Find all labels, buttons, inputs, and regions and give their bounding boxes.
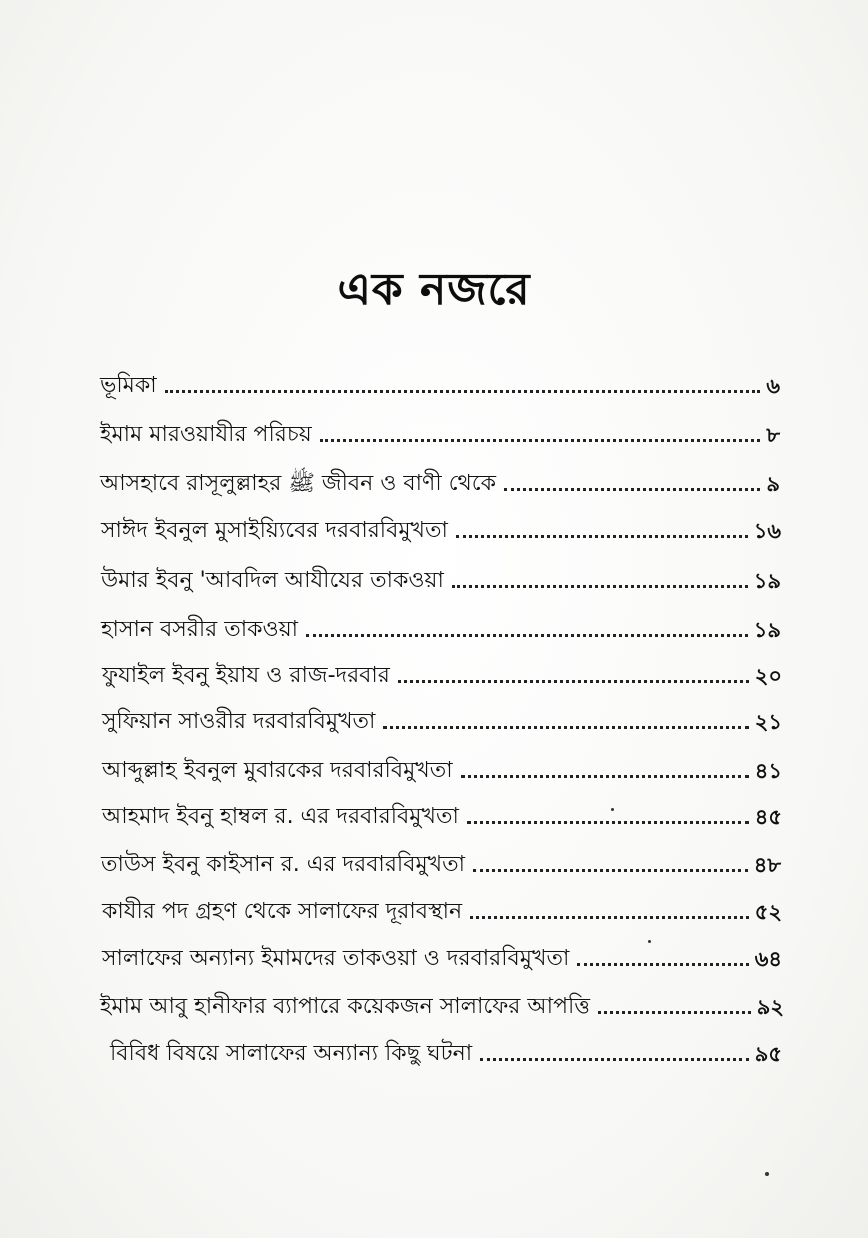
print-speck xyxy=(765,1172,769,1176)
toc-entry-page: ৯৫ xyxy=(754,1042,782,1066)
toc-entry-label: আহমাদ ইবনু হাম্বল র. এর দরবারবিমুখতা xyxy=(102,804,459,829)
toc-entry xyxy=(100,368,780,404)
toc-entry-page: ১৯ xyxy=(753,618,781,642)
toc-entry-label: হাসান বসরীর তাকওয়া xyxy=(101,617,299,642)
dot-leader xyxy=(480,1058,749,1061)
toc-entry xyxy=(101,612,781,648)
dot-leader xyxy=(577,963,748,966)
dot-leader xyxy=(598,1011,751,1014)
toc-entry xyxy=(102,941,782,977)
dot-leader xyxy=(383,726,748,729)
dot-leader xyxy=(320,439,761,442)
dot-leader xyxy=(473,869,748,872)
toc-entry xyxy=(102,658,782,694)
toc-entry-label: উমার ইবনু 'আবদিল আযীযের তাকওয়া xyxy=(101,568,444,593)
dot-leader xyxy=(504,488,760,491)
toc-entry-page: ২১ xyxy=(754,710,782,734)
toc-entry xyxy=(102,894,782,930)
toc-entry-label: ইমাম আবু হানীফার ব্যাপারে কয়েকজন সালাফের আপত্তি xyxy=(100,994,591,1019)
dot-leader xyxy=(470,916,749,919)
toc-entry-label: আব্দুল্লাহ ইবনুল মুবারকের দরবারবিমুখতা xyxy=(102,758,453,783)
toc-entry-page: ৬৪ xyxy=(754,947,782,971)
toc-entry-label: সালাফের অন্যান্য ইমামদের তাকওয়া ও দরবারবিমুখতা xyxy=(102,946,570,971)
toc-entry-page: ১৯ xyxy=(753,569,781,593)
dot-leader xyxy=(306,634,748,637)
toc-entry-page: ৪১ xyxy=(754,759,782,783)
toc-entry-label: ফুযাইল ইবনু ইয়ায ও রাজ-দরবার xyxy=(102,663,390,688)
toc-entry xyxy=(100,417,780,453)
toc-entry-page: ২০ xyxy=(754,664,782,688)
dot-leader xyxy=(467,821,749,824)
toc-entry-page: ৫২ xyxy=(754,900,782,924)
dot-leader xyxy=(461,775,749,778)
toc-entry-label: আসহাবে রাসূলুল্লাহর ﷺ জীবন ও বাণী থেকে xyxy=(100,471,497,496)
toc-entry-page: ৯২ xyxy=(756,995,784,1019)
toc-entry xyxy=(110,1036,782,1072)
toc-entry-label: বিবিধ বিষয়ে সালাফের অন্যান্য কিছু ঘটনা xyxy=(110,1041,473,1066)
toc-entry xyxy=(100,466,780,502)
toc-entry-label: তাউস ইবনু কাইসান র. এর দরবারবিমুখতা xyxy=(101,852,466,877)
dot-leader xyxy=(456,535,748,538)
toc-entry-label: ইমাম মারওয়াযীর পরিচয় xyxy=(100,422,312,447)
toc-entry xyxy=(101,563,781,599)
toc-entry-page: ৪৮ xyxy=(753,853,781,877)
toc-entry-label: ভূমিকা xyxy=(100,373,157,398)
dot-leader xyxy=(398,680,749,683)
toc-entry xyxy=(102,753,782,789)
dot-leader xyxy=(165,390,761,393)
print-speck xyxy=(648,940,651,943)
toc-entry-page: ৮ xyxy=(766,423,780,447)
toc-entry xyxy=(101,847,781,883)
toc-entry xyxy=(100,989,784,1025)
toc-entry-label: সাঈদ ইবনুল মুসাইয়্যিবের দরবারবিমুখতা xyxy=(101,518,448,543)
dot-leader xyxy=(452,585,748,588)
toc-entry xyxy=(102,704,782,740)
toc-entry-page: ৪৫ xyxy=(754,805,782,829)
toc-entry-page: ৬ xyxy=(766,374,780,398)
toc-entry xyxy=(102,799,782,835)
print-speck xyxy=(611,808,614,811)
toc-entry xyxy=(101,513,781,549)
toc-entry-page: ৯ xyxy=(766,472,780,496)
toc-entry-page: ১৬ xyxy=(753,519,781,543)
toc-entry-label: কাযীর পদ গ্রহণ থেকে সালাফের দূরাবস্থান xyxy=(102,899,463,924)
page-title: এক নজরে xyxy=(337,264,531,315)
toc-entry-label: সুফিয়ান সাওরীর দরবারবিমুখতা xyxy=(102,709,376,734)
